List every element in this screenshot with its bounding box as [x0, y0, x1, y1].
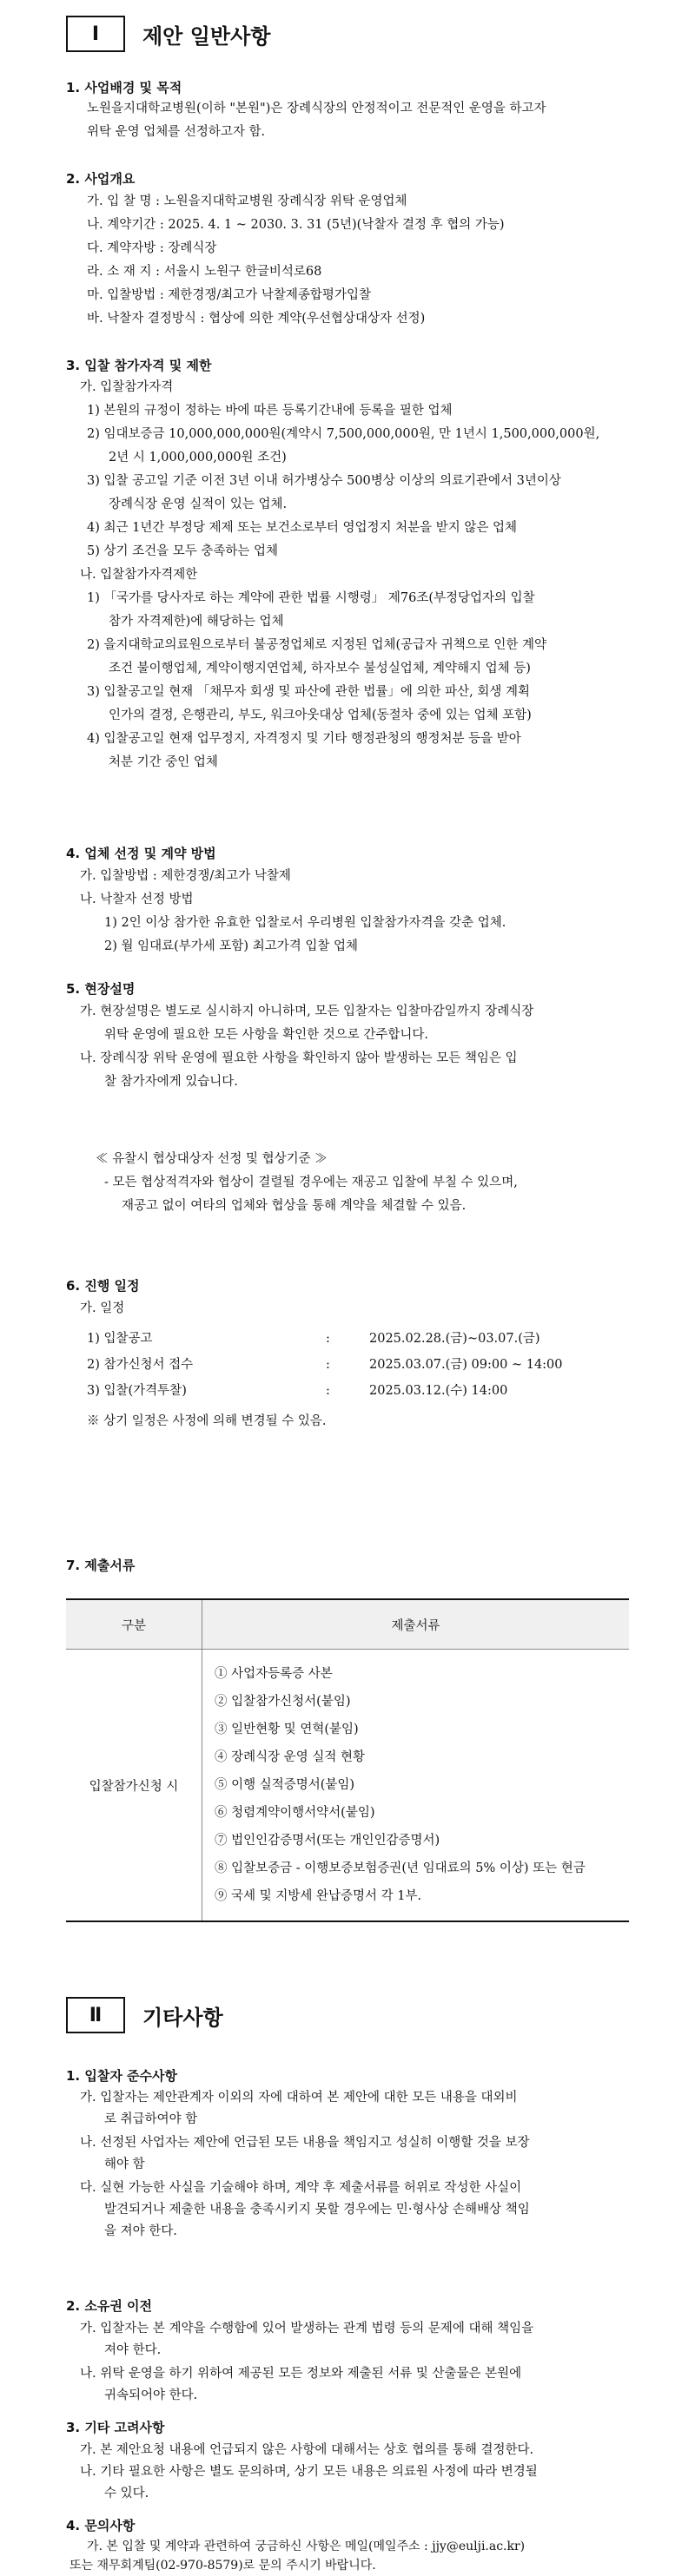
list-item: 나. 장례식장 위탁 운영에 필요한 사항을 확인하지 않아 발생하는 모든 책임은 입	[80, 1051, 518, 1065]
sub-heading: 가. 일정	[80, 1301, 125, 1315]
list-item: 참가 자격제한)에 해당하는 업체	[109, 615, 284, 629]
note-title: ≪ 유찰시 협상대상자 선정 및 협상기준 ≫	[96, 1152, 328, 1166]
list-item: 가. 입찰자는 제안관계자 이외의 자에 대하여 본 제안에 대한 모든 내용을 대외비	[80, 2091, 518, 2105]
text-line: 가. 본 입찰 및 계약과 관련하여 궁금하신 사항은 메일(메일주소 : jjy@eulji.ac.kr)	[87, 2540, 526, 2553]
chapter-2-header	[66, 1997, 223, 2033]
document-item: ② 입찰참가신청서(붙임)	[215, 1695, 351, 1709]
document-item: ⑦ 법인인감증명서(또는 개인인감증명서)	[215, 1834, 440, 1848]
list-item: 해야 함	[104, 2158, 145, 2171]
list-item: 가. 본 제안요청 내용에 언급되지 않은 사항에 대해서는 상호 협의를 통해 결정한다.	[80, 2443, 534, 2457]
sub-heading: 나. 입찰참가자격제한	[80, 568, 198, 582]
text-line: 노원을지대학교병원(이하 "본원")은 장례식장의 안정적이고 전문적인 운영을 하고자	[87, 102, 546, 115]
section-title: 2. 사업개요	[66, 171, 136, 187]
document-item: ① 사업자등록증 사본	[215, 1667, 333, 1681]
list-item: 로 취급하여야 함	[104, 2112, 198, 2126]
schedule-sep: :	[326, 1332, 330, 1346]
list-item: 1) 「국가를 당사자로 하는 계약에 관한 법률 시행령」 제76조(부정당업자의 입찰	[87, 591, 535, 605]
list-item: 다. 실현 가능한 사실을 기술해야 하며, 계약 후 제출서류를 허위로 작성한 사실이	[80, 2181, 522, 2195]
list-item: 4) 입찰공고일 현재 업무정지, 자격정지 및 기타 행정관청의 행정처분 등을 받아	[87, 732, 521, 746]
column-header: 제출서류	[202, 1599, 630, 1650]
schedule-sep: :	[326, 1358, 330, 1372]
sub-heading: 가. 입찰참가자격	[80, 380, 174, 394]
list-item: 나. 위탁 운영을 하기 위하여 제공된 모든 정보와 제출된 서류 및 산출물은 본원에	[80, 2367, 522, 2381]
document-item: ③ 일반현황 및 연혁(붙임)	[215, 1723, 359, 1736]
list-item: 2년 시 1,000,000,000원 조건)	[109, 451, 287, 464]
text-line: 또는 재무회계팀(02-970-8579)로 문의 주시기 바랍니다.	[70, 2559, 376, 2573]
list-item: 마. 입찰방법 : 제한경쟁/최고가 낙찰제종합평가입찰	[87, 288, 371, 302]
section-title: 1. 입찰자 준수사항	[66, 2068, 178, 2084]
list-item: 1) 2인 이상 참가한 유효한 입찰로서 우리병원 입찰참가자격을 갖춘 업체.	[104, 916, 506, 930]
chapter-title: 제안 일반사항	[142, 23, 271, 49]
table-row	[66, 1650, 629, 1922]
list-item: 장례식장 운영 실적이 있는 업체.	[109, 497, 288, 511]
text-line: 위탁 운영 업체를 선정하고자 함.	[87, 125, 266, 139]
section-title: 3. 기타 고려사항	[66, 2420, 165, 2435]
list-item: 가. 입 찰 명 : 노원을지대학교병원 장례식장 위탁 운영업체	[87, 194, 407, 208]
column-header: 구분	[66, 1599, 202, 1650]
schedule-label: 1) 입찰공고	[87, 1332, 153, 1346]
schedule-label: 3) 입찰(가격투찰)	[87, 1384, 187, 1398]
list-item: 찰 참가자에게 있습니다.	[104, 1075, 238, 1089]
list-item: 나. 계약기간 : 2025. 4. 1 ~ 2030. 3. 31 (5년)(낙찰자 결정 후 협의 가능)	[87, 218, 505, 232]
section-title: 4. 문의사항	[66, 2518, 136, 2533]
row-label: 입찰참가신청 시	[66, 1650, 202, 1922]
list-item: 나. 낙찰자 선정 방법	[80, 893, 194, 906]
section-title: 2. 소유권 이전	[66, 2298, 153, 2314]
list-item: 2) 을지대학교의료원으로부터 불공정업체로 지정된 업체(공급자 귀책으로 인한 계약	[87, 638, 547, 652]
schedule-value: 2025.02.28.(금)~03.07.(금)	[369, 1332, 540, 1346]
list-item: 가. 입찰방법 : 제한경쟁/최고가 낙찰제	[80, 869, 291, 883]
document-item: ⑤ 이행 실적증명서(붙임)	[215, 1778, 355, 1792]
section-title: 4. 업체 선정 및 계약 방법	[66, 846, 216, 861]
note-line: 재공고 없이 여타의 업체와 협상을 통해 계약을 체결할 수 있음.	[122, 1199, 467, 1213]
list-item: 4) 최근 1년간 부정당 제제 또는 보건소로부터 영업정지 처분을 받지 않은 업체	[87, 521, 518, 535]
chapter-title: 기타사항	[142, 2005, 223, 2030]
section-title: 5. 현장설명	[66, 981, 136, 997]
document-item: ⑧ 입찰보증금 - 이행보증보험증권(년 임대료의 5% 이상) 또는 현금	[215, 1861, 586, 1875]
schedule-value: 2025.03.07.(금) 09:00 ~ 14:00	[369, 1358, 563, 1372]
list-item: 2) 임대보증금 10,000,000,000원(계약시 7,500,000,000원, 만 1년시 1,500,000,000원,	[87, 427, 600, 441]
schedule-value: 2025.03.12.(수) 14:00	[369, 1384, 508, 1398]
list-item: 처분 기간 중인 업체	[109, 755, 218, 769]
list-item: 가. 현장설명은 별도로 실시하지 아니하며, 모든 입찰자는 입찰마감일까지 장례식장	[80, 1005, 534, 1018]
list-item: 위탁 운영에 필요한 모든 사항을 확인한 것으로 간주합니다.	[104, 1028, 429, 1042]
documents-table	[66, 1598, 629, 1922]
schedule-footnote: ※ 상기 일정은 사정에 의해 변경될 수 있음.	[87, 1414, 327, 1428]
list-item: 수 있다.	[104, 2487, 149, 2500]
schedule-sep: :	[326, 1384, 330, 1398]
documents-list	[202, 1650, 630, 1922]
chapter-1-header	[66, 16, 270, 52]
list-item: 귀속되어야 한다.	[104, 2388, 198, 2402]
list-item: 바. 낙찰자 결정방식 : 협상에 의한 계약(우선협상대상자 선정)	[87, 312, 426, 326]
list-item: 3) 입찰 공고일 기준 이전 3년 이내 허가병상수 500병상 이상의 의료기관에서 3년이상	[87, 474, 561, 488]
list-item: 인가의 결정, 은행관리, 부도, 워크아웃대상 업체(동절차 중에 있는 업체 포함)	[109, 708, 532, 722]
list-item: 5) 상기 조건을 모두 충족하는 업체	[87, 544, 279, 558]
list-item: 나. 기타 필요한 사항은 별도 문의하며, 상기 모든 내용은 의료원 사정에 따라 변경될	[80, 2465, 538, 2479]
chapter-number: Ⅰ	[66, 16, 125, 52]
note-line: - 모든 협상적격자와 협상이 결렬될 경우에는 재공고 입찰에 부칠 수 있으며,	[104, 1176, 518, 1189]
section-title: 6. 진행 일정	[66, 1278, 140, 1294]
table-header-row	[66, 1599, 629, 1650]
list-item: 2) 월 임대료(부가세 포함) 최고가격 입찰 업체	[104, 939, 358, 953]
section-title: 7. 제출서류	[66, 1558, 136, 1573]
document-item: ④ 장례식장 운영 실적 현황	[215, 1750, 366, 1764]
list-item: 을 져야 한다.	[104, 2224, 177, 2238]
list-item: 3) 입찰공고일 현재 「채무자 회생 및 파산에 관한 법률」에 의한 파산, 회생 계획	[87, 685, 531, 699]
list-item: 조건 불이행업체, 계약이행지연업체, 하자보수 불성실업체, 계약해지 업체 등)	[109, 662, 531, 675]
list-item: 1) 본원의 규정이 정하는 바에 따른 등록기간내에 등록을 필한 업체	[87, 404, 453, 418]
list-item: 라. 소 재 지 : 서울시 노원구 한글비석로68	[87, 265, 322, 279]
list-item: 다. 계약자방 : 장례식장	[87, 241, 217, 255]
chapter-number: Ⅱ	[66, 1997, 125, 2033]
document-item: ⑥ 청렴계약이행서약서(붙임)	[215, 1806, 375, 1820]
list-item: 져야 한다.	[104, 2343, 162, 2357]
list-item: 발견되거나 제출한 내용을 충족시키지 못할 경우에는 민·형사상 손해배상 책임	[104, 2203, 530, 2217]
document-item: ⑨ 국세 및 지방세 완납증명서 각 1부.	[215, 1889, 422, 1903]
section-title: 3. 입찰 참가자격 및 제한	[66, 358, 212, 373]
list-item: 가. 입찰자는 본 계약을 수행함에 있어 발생하는 관계 법령 등의 문제에 대해 책임을	[80, 2322, 534, 2336]
list-item: 나. 선정된 사업자는 제안에 언급된 모든 내용을 책임지고 성실히 이행할 것을 보장	[80, 2136, 530, 2150]
section-title: 1. 사업배경 및 목적	[66, 80, 182, 96]
schedule-label: 2) 참가신청서 접수	[87, 1358, 194, 1372]
